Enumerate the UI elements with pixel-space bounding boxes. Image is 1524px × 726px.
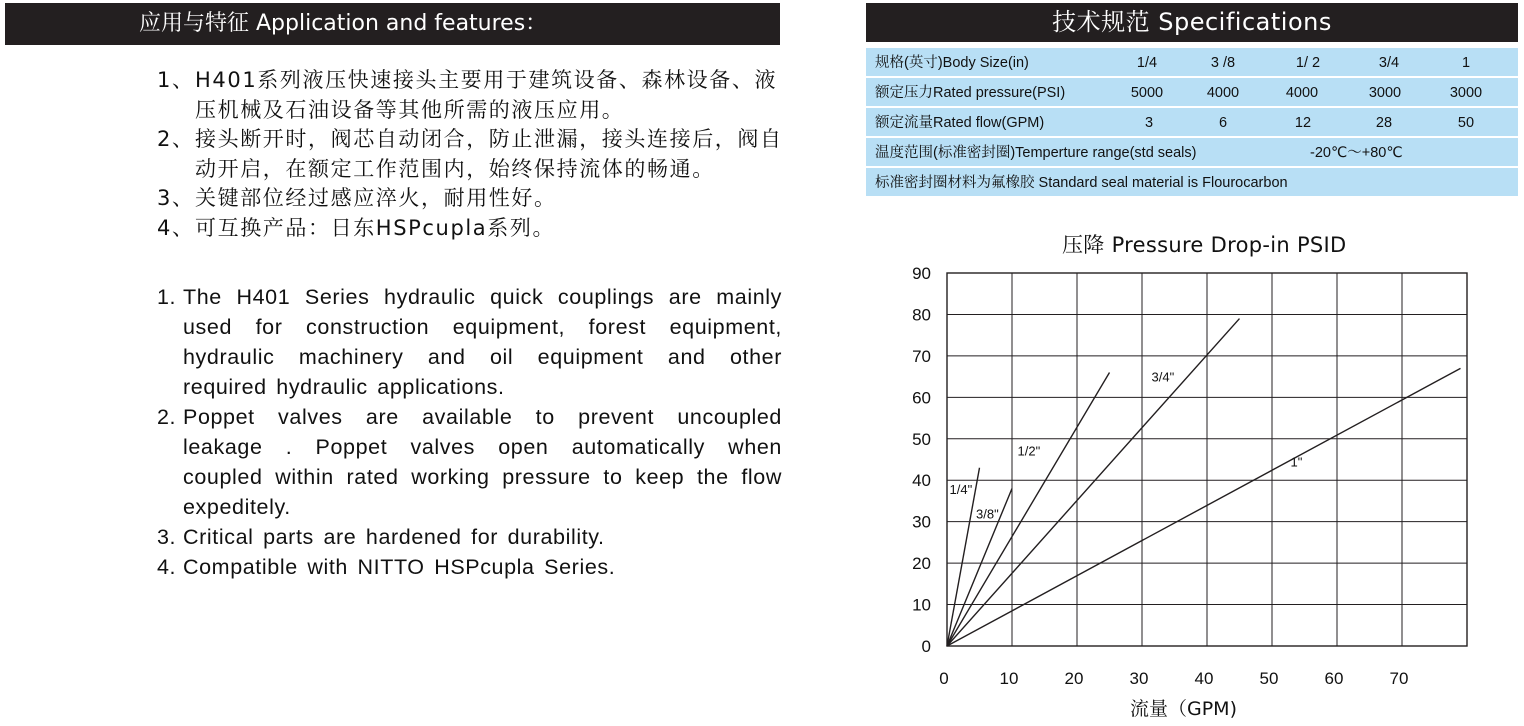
spec-label: 温度范围(标准密封圈)Temperture range(std seals) (875, 145, 1197, 161)
spec-value: -20℃～+80℃ (1310, 145, 1403, 161)
series-label: 3/4" (1151, 369, 1175, 385)
y-tick-label: 30 (912, 512, 931, 532)
feature-item-en-3 (157, 522, 782, 552)
spec-value: 5000 (1130, 85, 1164, 101)
feature-number: 2. (157, 405, 177, 429)
feature-number: 2、 (157, 127, 195, 151)
series-line (947, 489, 1012, 646)
feature-item-en-4 (157, 552, 782, 582)
plot-frame (947, 273, 1467, 646)
x-tick-label: 70 (1389, 669, 1409, 688)
y-tick-label: 70 (912, 346, 931, 366)
y-tick-label: 90 (912, 264, 931, 283)
spec-value: 28 (1375, 115, 1393, 131)
feature-number: 3. (157, 525, 177, 549)
spec-label: 规格(英寸)Body Size(in) (875, 55, 1029, 71)
x-tick-label: 20 (1064, 669, 1084, 688)
feature-text: 可互换产品：日东HSPcupla系列。 (195, 215, 556, 240)
spec-value: 1/4 (1136, 55, 1158, 71)
spec-value: 1/ 2 (1295, 55, 1321, 71)
feature-text: 关键部位经过感应淬火，耐用性好。 (195, 186, 557, 210)
y-tick-label: 80 (912, 305, 931, 325)
feature-number: 1、 (157, 68, 195, 92)
series-line (947, 319, 1240, 646)
spec-value: 4000 (1285, 85, 1319, 101)
y-tick-label: 50 (912, 429, 931, 449)
feature-item-cn-4 (157, 214, 797, 244)
spec-value: 3000 (1449, 85, 1483, 101)
feature-item-en-2 (157, 402, 782, 522)
feature-item-en-1 (157, 282, 782, 402)
spec-value: 3/4 (1378, 55, 1400, 71)
spec-label: 额定流量Rated flow(GPM) (875, 115, 1045, 131)
x-tick-label: 60 (1324, 669, 1344, 688)
spec-value: 50 (1457, 115, 1475, 131)
x-tick-label: 0 (939, 669, 949, 688)
features-list-english (157, 282, 782, 582)
spec-value: 1 (1461, 55, 1471, 71)
feature-number: 4. (157, 555, 177, 579)
specifications-title: 技术规范 Specifications (1052, 8, 1332, 36)
series-label: 1" (1290, 454, 1303, 470)
feature-text: Compatible with NITTO HSPcupla Series. (183, 555, 616, 579)
feature-text: Poppet valves are available to prevent uncoupled leakage . Poppet valves open automatically when coupled within rated working pressure to keep the flow expeditely. (183, 405, 782, 519)
features-title: 应用与特征 Application and features： (139, 11, 548, 36)
series-line (947, 368, 1461, 646)
specifications-table (866, 48, 1518, 198)
spec-row-temperature (866, 138, 1518, 168)
spec-value: 3000 (1368, 85, 1402, 101)
spec-value: 3 (1144, 115, 1154, 131)
spec-label: 标准密封圈材料为氟橡胶 Standard seal material is Flourocarbon (875, 175, 1288, 191)
spec-value: 3 /8 (1210, 55, 1236, 71)
x-tick-label: 40 (1194, 669, 1214, 688)
feature-item-cn-1 (157, 66, 797, 125)
spec-row-rated-pressure (866, 78, 1518, 108)
series-line (947, 372, 1110, 646)
spec-value: 12 (1294, 115, 1312, 131)
y-tick-label: 0 (921, 637, 931, 656)
y-tick-label: 10 (912, 595, 931, 615)
spec-label: 额定压力Rated pressure(PSI) (875, 85, 1066, 101)
chart-x-axis-label: 流量（GPM) (1130, 698, 1237, 720)
feature-text: Critical parts are hardened for durability. (183, 525, 605, 549)
feature-text: The H401 Series hydraulic quick couplings are mainly used for construction equipment, forest equipment, hydraulic machinery and oil equipment and other required hydraulic applications. (183, 285, 782, 399)
features-header (5, 3, 780, 45)
x-tick-label: 10 (999, 669, 1019, 688)
y-tick-label: 40 (912, 471, 931, 491)
x-tick-label: 50 (1259, 669, 1279, 688)
feature-number: 3、 (157, 186, 195, 210)
spec-value: 6 (1218, 115, 1228, 131)
feature-number: 4、 (157, 215, 195, 240)
feature-text: H401系列液压快速接头主要用于建筑设备、森林设备、液压机械及石油设备等其他所需的液压应用。 (195, 68, 778, 122)
features-list-chinese (157, 66, 797, 243)
x-tick-label: 30 (1129, 669, 1149, 688)
y-tick-label: 20 (912, 554, 931, 574)
feature-item-cn-2 (157, 125, 797, 184)
feature-item-cn-3 (157, 184, 797, 214)
feature-text: 接头断开时，阀芯自动闭合，防止泄漏，接头连接后，阀自动开启，在额定工作范围内，始终保持流体的畅通。 (195, 127, 783, 181)
series-line (947, 468, 980, 646)
chart-title: 压降 Pressure Drop-in PSID (1062, 233, 1347, 257)
y-tick-label: 60 (912, 388, 931, 408)
spec-value: 4000 (1206, 85, 1240, 101)
series-label: 1/4" (949, 481, 973, 497)
spec-row-seal-material (866, 168, 1518, 198)
series-label: 1/2" (1017, 443, 1041, 459)
spec-row-body-size (866, 48, 1518, 78)
spec-row-rated-flow (866, 108, 1518, 138)
series-label: 3/8" (976, 506, 999, 522)
specifications-header (866, 3, 1518, 42)
feature-number: 1. (157, 285, 177, 309)
